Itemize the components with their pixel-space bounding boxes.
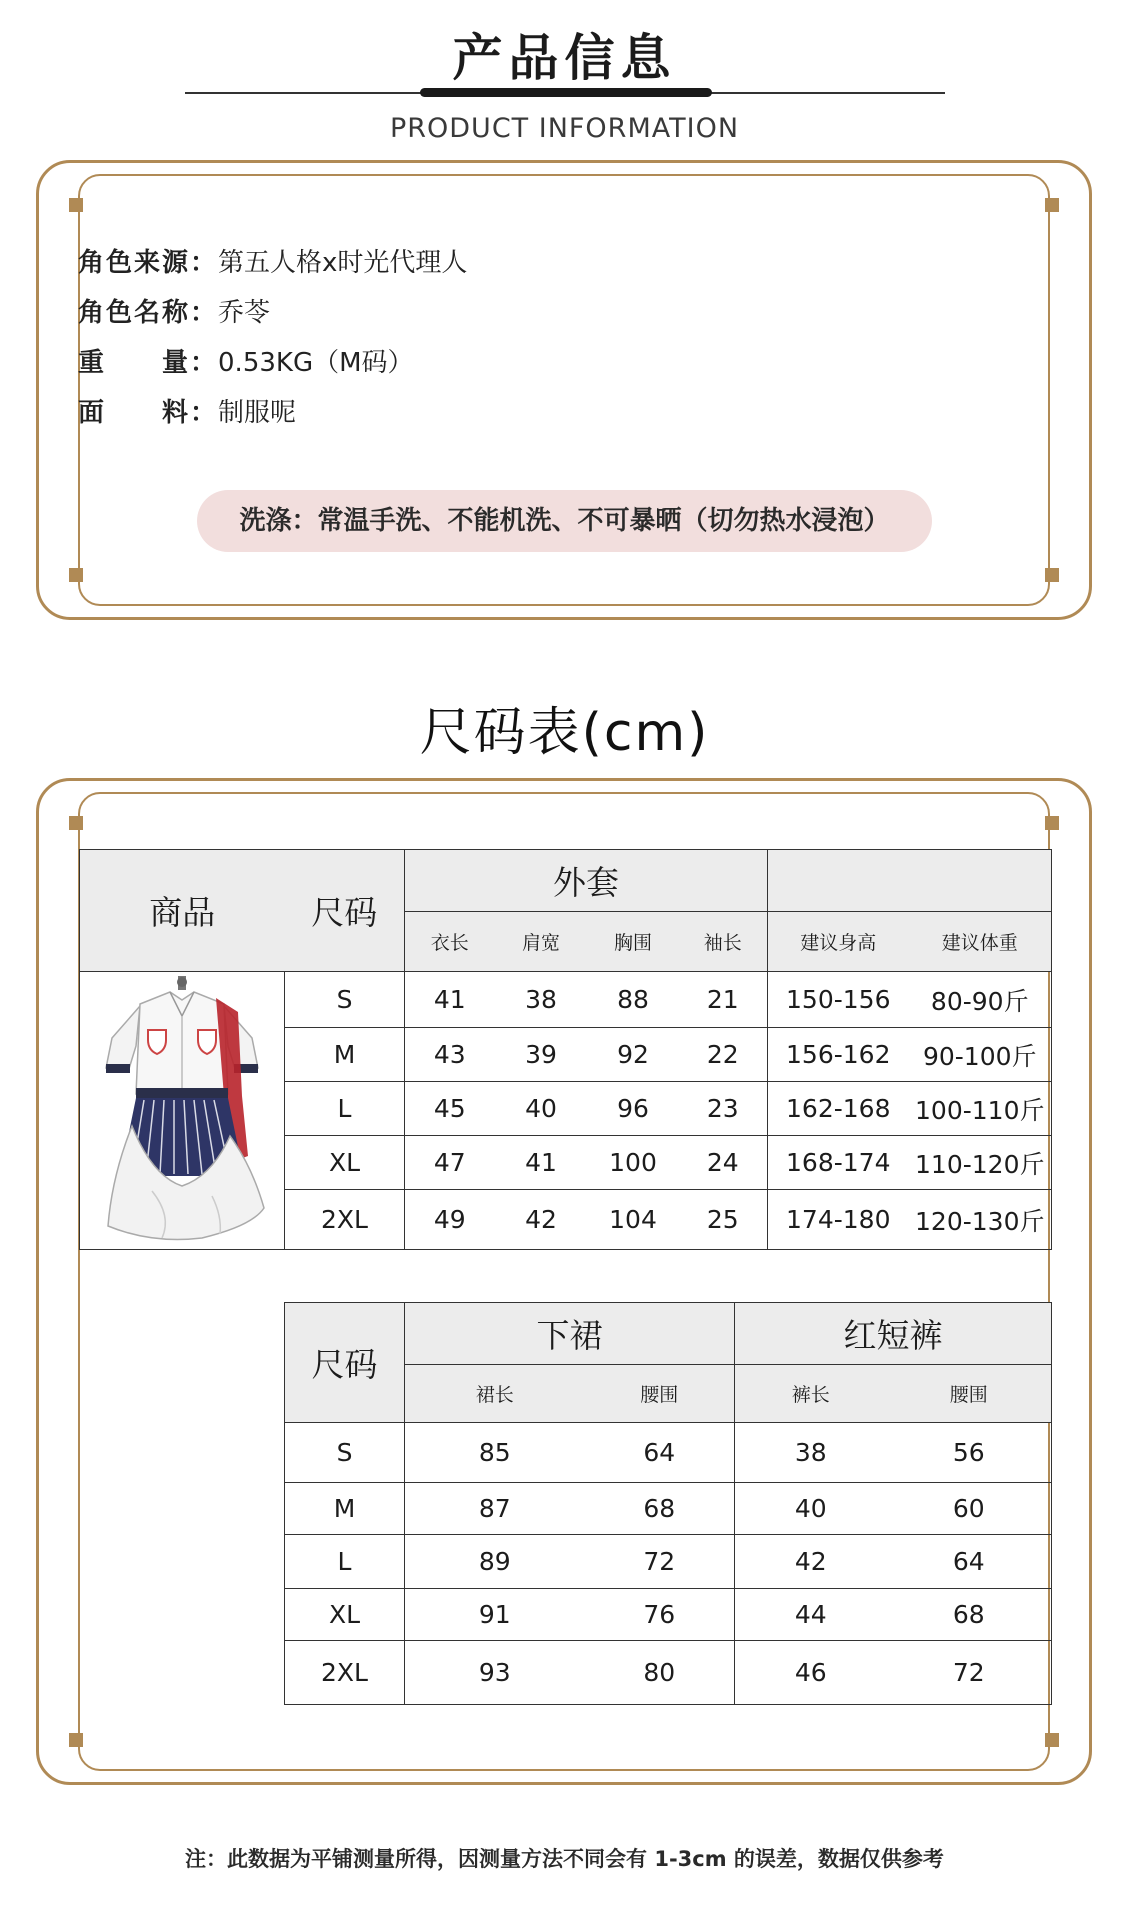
value-cell: 96 [588,1082,679,1136]
size-cell: 2XL [285,1190,405,1250]
size-cell: M [285,1028,405,1082]
value-cell: 42 [735,1535,887,1589]
value-cell: 60 [887,1483,1052,1535]
value-cell: 89 [405,1535,585,1589]
wash-instructions: 洗涤：常温手洗、不能机洗、不可暴晒（切勿热水浸泡） [197,490,932,552]
value-cell: 22 [679,1028,768,1082]
value-cell: 68 [585,1483,735,1535]
info-label: 角色来源： [78,248,219,278]
info-label: 面 料： [78,398,219,428]
value-cell: 80 [585,1641,735,1705]
info-value: 乔苓 [218,298,271,328]
size-cell: S [285,1423,405,1483]
subheader: 肩宽 [495,912,588,972]
value-cell: 64 [585,1423,735,1483]
header-skirt: 下裙 [405,1303,735,1365]
subheader: 袖长 [679,912,768,972]
value-cell: 68 [887,1589,1052,1641]
size-chart-title: 尺码表(cm) [419,703,710,763]
subheader: 建议身高 [768,912,909,972]
value-cell: 45 [405,1082,495,1136]
info-value: 制服呢 [218,398,297,428]
value-cell: 80-90斤 [909,972,1052,1028]
value-cell: 23 [679,1082,768,1136]
info-row-fabric [78,388,467,438]
info-value: 第五人格x时光代理人 [218,248,468,278]
value-cell: 41 [495,1136,588,1190]
info-label: 角色名称： [78,298,219,328]
info-label: 重 量： [78,348,219,378]
value-cell: 21 [679,972,768,1028]
size-cell: XL [285,1589,405,1641]
info-row-name [78,288,467,338]
value-cell: 88 [588,972,679,1028]
value-cell: 24 [679,1136,768,1190]
value-cell: 87 [405,1483,585,1535]
header-size: 尺码 [285,850,405,972]
product-image-cell [80,972,285,1250]
product-info-subtitle: PRODUCT INFORMATION [389,113,740,144]
value-cell: 150-156 [768,972,909,1028]
info-value: 0.53KG（M码） [218,348,414,378]
value-cell: 47 [405,1136,495,1190]
header-jacket: 外套 [405,850,768,912]
title-accent-bar [420,88,712,97]
value-cell: 120-130斤 [909,1190,1052,1250]
value-cell: 64 [887,1535,1052,1589]
value-cell: 93 [405,1641,585,1705]
subheader: 腰围 [887,1365,1052,1423]
size-cell: 2XL [285,1641,405,1705]
subheader: 腰围 [585,1365,735,1423]
dress-image [92,976,272,1246]
value-cell: 38 [735,1423,887,1483]
value-cell: 42 [495,1190,588,1250]
subheader: 裤长 [735,1365,887,1423]
value-cell: 174-180 [768,1190,909,1250]
value-cell: 25 [679,1190,768,1250]
value-cell: 85 [405,1423,585,1483]
value-cell: 46 [735,1641,887,1705]
size-cell: L [285,1535,405,1589]
value-cell: 44 [735,1589,887,1641]
value-cell: 156-162 [768,1028,909,1082]
value-cell: 100 [588,1136,679,1190]
jacket-size-table [79,849,1052,1250]
size-cell: L [285,1082,405,1136]
subheader: 衣长 [405,912,495,972]
product-info-list [78,238,467,438]
table-row [80,972,1052,1028]
table-row [285,1641,1052,1705]
measurement-footnote: 注：此数据为平铺测量所得，因测量方法不同会有 1-3cm 的误差，数据仅供参考 [185,1847,944,1871]
table-row [285,1589,1052,1641]
value-cell: 92 [588,1028,679,1082]
value-cell: 49 [405,1190,495,1250]
value-cell: 104 [588,1190,679,1250]
header-shorts: 红短裤 [735,1303,1052,1365]
table-row [285,1535,1052,1589]
value-cell: 38 [495,972,588,1028]
value-cell: 40 [735,1483,887,1535]
table-row [285,1483,1052,1535]
size-cell: XL [285,1136,405,1190]
subheader: 建议体重 [909,912,1052,972]
value-cell: 72 [887,1641,1052,1705]
header-blank [768,850,1052,912]
value-cell: 43 [405,1028,495,1082]
value-cell: 41 [405,972,495,1028]
table-row [285,1423,1052,1483]
value-cell: 91 [405,1589,585,1641]
header-product: 商品 [80,850,285,972]
value-cell: 76 [585,1589,735,1641]
skirt-shorts-size-table [284,1302,1052,1705]
value-cell: 162-168 [768,1082,909,1136]
size-cell: S [285,972,405,1028]
value-cell: 100-110斤 [909,1082,1052,1136]
value-cell: 56 [887,1423,1052,1483]
info-row-source [78,238,467,288]
value-cell: 40 [495,1082,588,1136]
subheader: 胸围 [588,912,679,972]
value-cell: 110-120斤 [909,1136,1052,1190]
size-cell: M [285,1483,405,1535]
value-cell: 39 [495,1028,588,1082]
info-row-weight [78,338,467,388]
product-info-title: 产品信息 [452,29,677,87]
value-cell: 168-174 [768,1136,909,1190]
header-size: 尺码 [285,1303,405,1423]
subheader: 裙长 [405,1365,585,1423]
value-cell: 72 [585,1535,735,1589]
value-cell: 90-100斤 [909,1028,1052,1082]
